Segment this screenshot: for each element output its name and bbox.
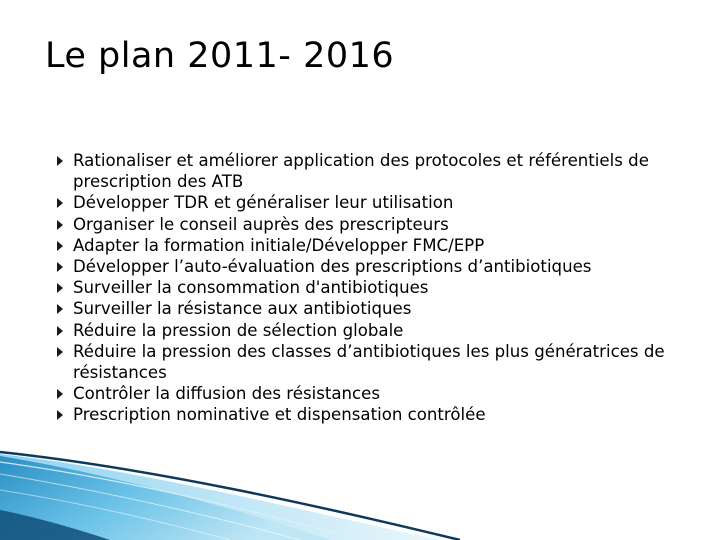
arrow-right-icon <box>57 389 63 399</box>
bullet-text: Développer l’auto-évaluation des prescriptions d’antibiotiques <box>73 257 592 277</box>
arrow-right-icon <box>57 156 63 166</box>
bullet-text: Surveiller la consommation d'antibiotiques <box>73 278 429 298</box>
arrow-right-icon <box>57 304 63 314</box>
bullet-text: Contrôler la diffusion des résistances <box>73 384 381 404</box>
bullet-text: Développer TDR et généraliser leur utilisation <box>73 193 454 213</box>
arrow-right-icon <box>57 262 63 272</box>
list-item <box>52 320 672 341</box>
bullet-text: Prescription nominative et dispensation contrôlée <box>73 405 486 425</box>
list-item <box>52 214 672 235</box>
arrow-right-icon <box>57 410 63 420</box>
arrow-right-icon <box>57 198 63 208</box>
arrow-right-icon <box>57 220 63 230</box>
arrow-right-icon <box>57 241 63 251</box>
arrow-right-icon <box>57 347 63 357</box>
bullet-text: Surveiller la résistance aux antibiotiques <box>73 299 412 319</box>
arrow-right-icon <box>57 326 63 336</box>
slide-title: Le plan 2011- 2016 <box>45 36 395 76</box>
bullet-text: Réduire la pression de sélection globale <box>73 320 404 340</box>
list-item <box>52 277 672 298</box>
bullet-text: Organiser le conseil auprès des prescripteurs <box>73 214 449 234</box>
bullet-text: Adapter la formation initiale/Développer FMC/EPP <box>73 235 485 255</box>
arrow-right-icon <box>57 283 63 293</box>
list-item <box>52 298 672 319</box>
list-item <box>52 256 672 277</box>
bullet-list <box>52 150 672 426</box>
list-item <box>52 192 672 213</box>
list-item <box>52 383 672 404</box>
bullet-text: Rationaliser et améliorer application des protocoles et référentiels de prescription des ATB <box>73 151 649 192</box>
decorative-swoosh <box>0 440 720 540</box>
list-item <box>52 404 672 425</box>
list-item <box>52 235 672 256</box>
list-item <box>52 150 672 192</box>
list-item <box>52 341 672 383</box>
bullet-text: Réduire la pression des classes d’antibiotiques les plus génératrices de résistances <box>73 341 665 383</box>
